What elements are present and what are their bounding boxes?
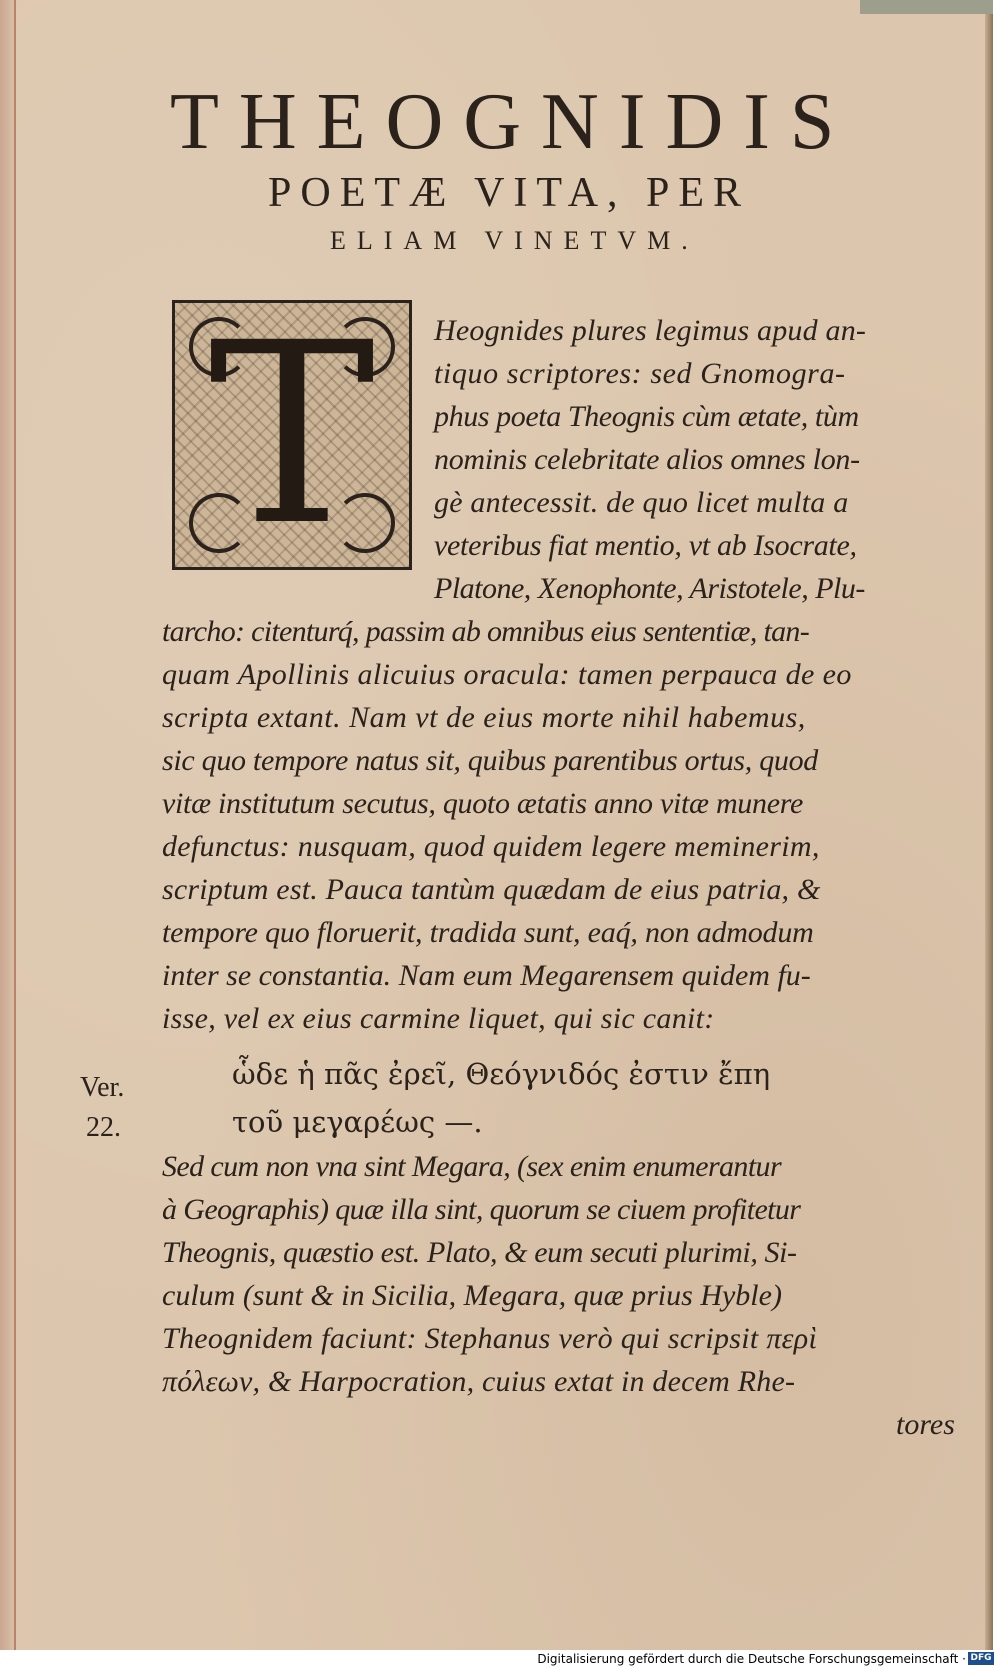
margin-verse-label: Ver.	[80, 1072, 125, 1103]
text-line: Theognis, quæstio est. Plato, & eum secuti plurimi, Si-	[162, 1236, 797, 1269]
text-line: inter se constantia. Nam eum Megarensem quidem fu-	[162, 959, 811, 992]
text-line: Sed cum non vna sint Megara, (sex enim enumerantur	[162, 1150, 782, 1183]
text-line: isse, vel ex eius carmine liquet, qui sic canit:	[162, 1002, 715, 1035]
text-line: quam Apollinis alicuius oracula: tamen perpauca de eo	[162, 658, 852, 691]
text-line: tempore quo floruerit, tradida sunt, eaq́, non admodum	[162, 916, 814, 949]
margin-verse-number: 22.	[86, 1112, 121, 1143]
text-line: Platone, Xenophonte, Aristotele, Plu-	[434, 572, 865, 605]
page-title: THEOGNIDIS	[170, 78, 855, 166]
text-line: tarcho: citenturq́, passim ab omnibus eius sententiæ, tan-	[162, 615, 809, 648]
greek-verse-line: τοῦ μεγαρέως —.	[232, 1105, 483, 1139]
text-line: phus poeta Theognis cùm ætate, tùm	[434, 400, 859, 433]
text-line: scripta extant. Nam vt de eius morte nihil habemus,	[162, 701, 806, 734]
text-line: vitæ institutum secutus, quoto ætatis anno vitæ munere	[162, 787, 804, 820]
page-left-edge	[0, 0, 16, 1650]
binding-strip	[860, 0, 993, 14]
initial-letter: T	[208, 289, 376, 580]
text-line: veteribus fiat mentio, vt ab Isocrate,	[434, 529, 857, 562]
page-author-line: ELIAM VINETVM.	[330, 226, 699, 255]
greek-verse-line: ὧδε ἡ πᾶς ἐρεῖ, Θεόγνιδός ἐστιν ἔπη	[232, 1057, 771, 1091]
dfg-logo: DFG	[968, 1652, 994, 1665]
text-line: gè antecessit. de quo licet multa a	[434, 486, 849, 519]
text-line: culum (sunt & in Sicilia, Megara, quæ prius Hyble)	[162, 1279, 782, 1312]
text-line: scriptum est. Pauca tantùm quædam de eius patria, &	[162, 873, 821, 906]
text-line: defunctus: nusquam, quod quidem legere meminerim,	[162, 830, 820, 863]
text-line: nominis celebritate alios omnes lon-	[434, 443, 860, 476]
footer-credit: Digitalisierung gefördert durch die Deutsche Forschungsgemeinschaft ·	[537, 1652, 966, 1666]
text-line: Heognides plures legimus apud an-	[434, 314, 867, 347]
text-line: sic quo tempore natus sit, quibus parentibus ortus, quod	[162, 744, 818, 777]
text-line: πόλεων, & Harpocration, cuius extat in decem Rhe-	[162, 1365, 796, 1398]
decorated-initial	[172, 289, 412, 580]
text-line: à Geographis) quæ illa sint, quorum se ciuem profitetur	[162, 1193, 801, 1226]
page-right-edge	[985, 0, 993, 1650]
text-line: tiquo scriptores: sed Gnomogra-	[434, 357, 846, 390]
page-subtitle: POETÆ VITA, PER	[268, 170, 751, 216]
catchword: tores	[896, 1408, 955, 1441]
text-line: Theognidem faciunt: Stephanus verò qui scripsit περὶ	[162, 1322, 818, 1355]
